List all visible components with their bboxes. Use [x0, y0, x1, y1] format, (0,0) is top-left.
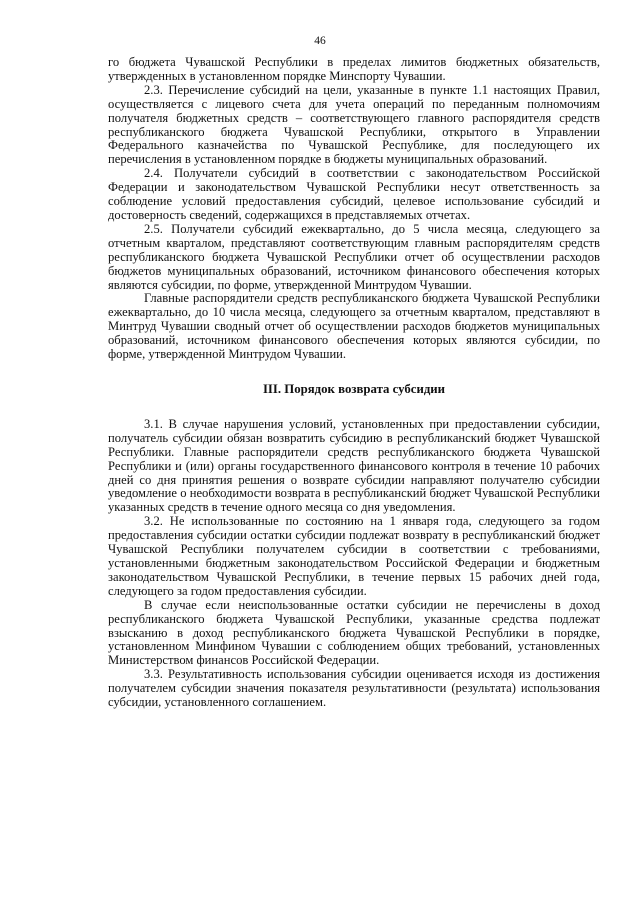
section-heading-3: III. Порядок возврата субсидии: [262, 381, 446, 396]
paragraph-2-4: 2.4. Получатели субсидий в соответствии с законодательством Российской Федерации и законодательством Чувашской Республики несут ответственность за соблюдение условий предоставления субсидий, целевое использование субсидий и достоверность сведений, содержащихся в представляемых отчетах.: [108, 166, 600, 222]
paragraph-2-3: 2.3. Перечисление субсидий на цели, указанные в пункте 1.1 настоящих Правил, осуществляется с лицевого счета для учета операций по переданным полномочиям получателя бюджетных средств – соответствующего главного распорядителя средств республиканского бюджета Чувашской Республики, открытого в Управлении Федерального казначейства по Чувашской Республике, для последующего их перечисления в установленном порядке в бюджеты муниципальных образований.: [108, 82, 600, 167]
paragraph-continuation: го бюджета Чувашской Республики в пределах лимитов бюджетных обязательств, утвержденных в установленном порядке Минспорту Чувашии.: [108, 55, 600, 83]
paragraph-3-1: 3.1. В случае нарушения условий, установленных при предоставлении субсидии, получатель субсидии обязан возвратить субсидию в республиканский бюджет Чувашской Республики. Главные распорядители средств республиканского бюджета Чувашской Республики и (или) органы государственного финансового контроля в течение 10 рабочих дней со дня принятия решения о возврате субсидии направляют получателю субсидии уведомление о необходимости возврата в республиканский бюджет Чувашской Республики указанных средств в течение одного месяца со дня уведомления.: [108, 416, 600, 515]
paragraph-3-2-recovery: В случае если неиспользованные остатки субсидии не перечислены в доход республиканского бюджета Чувашской Республики, указанные средства подлежат взысканию в доход республиканского бюджета Чувашской Республики в порядке, установленном Минфином Чувашии с соблюдением общих требований, установленных Министерством финансов Российской Федерации.: [108, 597, 600, 668]
paragraph-3-2: 3.2. Не использованные по состоянию на 1 января года, следующего за годом предоставления субсидии остатки субсидии подлежат возврату в республиканский бюджет Чувашской Республики получателем субсидии в соответствии с требованиями, установленными бюджетным законодательством Российской Федерации и бюджетным законодательством Чувашской Республики, в течение первых 15 рабочих дней года, следующего за годом предоставления субсидии.: [108, 514, 600, 598]
paragraph-2-5: 2.5. Получатели субсидий ежеквартально, до 5 числа месяца, следующего за отчетным кварталом, представляют соответствующим главным распорядителям средств республиканского бюджета Чувашской Республики отчет об осуществлении расходов бюджетов муниципальных образований, источником финансового обеспечения которых являются субсидии, по форме, утвержденной Минтрудом Чувашии.: [108, 221, 600, 292]
paragraph-2-5-chief-managers: Главные распорядители средств республиканского бюджета Чувашской Республики ежеквартально, до 10 числа месяца, следующего за отчетным кварталом, представляют в Минтруд Чувашии сводный отчет об осуществлении расходов бюджетов муниципальных образований, источником финансового обеспечения которых являются субсидии, по форме, утвержденной Минтрудом Чувашии.: [108, 291, 600, 362]
paragraph-3-3: 3.3. Результативность использования субсидии оценивается исходя из достижения получателем субсидии значения показателя результативности (результата) использования субсидии, установленного соглашением.: [108, 667, 600, 710]
text-column: [108, 56, 600, 710]
page-number: 46: [314, 35, 326, 47]
